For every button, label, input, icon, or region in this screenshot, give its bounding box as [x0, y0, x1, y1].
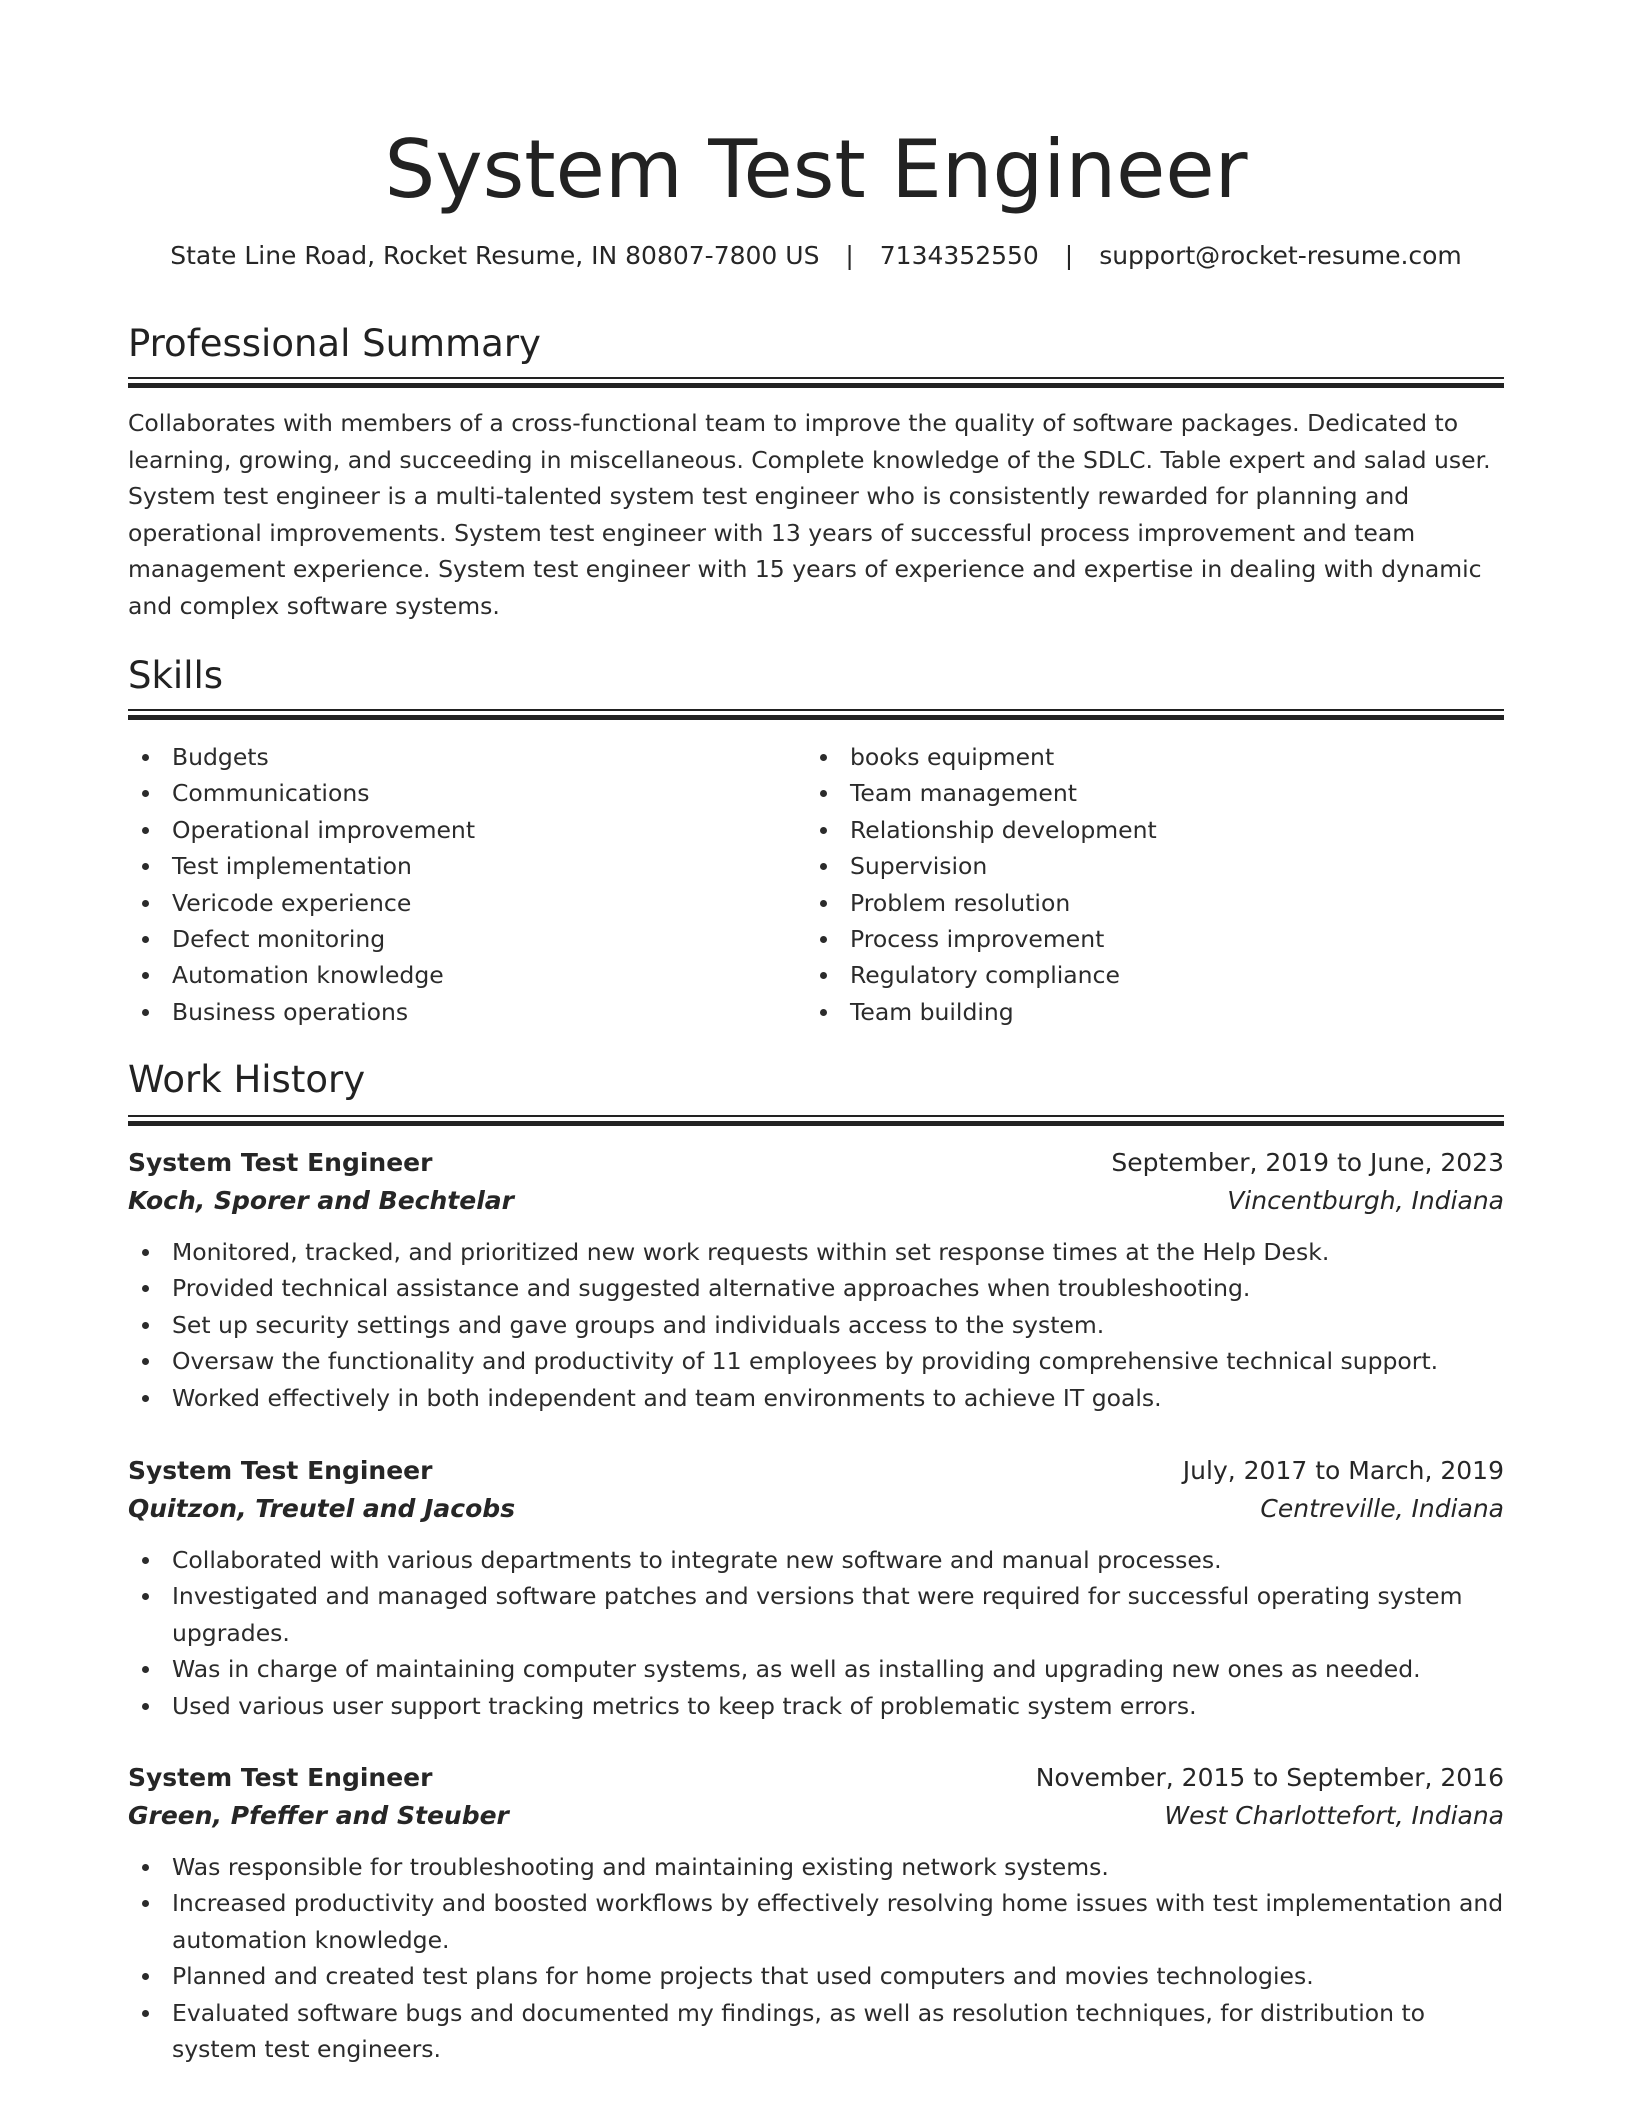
skill-item: Business operations	[128, 994, 808, 1030]
job-entry	[128, 1452, 1504, 1724]
job-title-row	[128, 1759, 1504, 1797]
job-company-row	[128, 1797, 1504, 1835]
job-dates: September, 2019 to June, 2023	[1111, 1148, 1504, 1177]
job-title-row	[128, 1144, 1504, 1182]
job-bullet: Provided technical assistance and suggested alternative approaches when troubleshooting.	[128, 1270, 1504, 1306]
separator: |	[845, 241, 854, 270]
job-bullets	[128, 1234, 1504, 1416]
summary-divider	[128, 377, 1504, 388]
skill-item: Relationship development	[806, 812, 1486, 848]
job-bullets	[128, 1849, 1504, 2067]
skill-item: Communications	[128, 775, 808, 811]
skills-divider	[128, 709, 1504, 720]
job-bullet: Monitored, tracked, and prioritized new work requests within set response times at the Help Desk.	[128, 1234, 1504, 1270]
job-dates: July, 2017 to March, 2019	[1182, 1456, 1504, 1485]
address: State Line Road, Rocket Resume, IN 80807-7800 US	[170, 241, 820, 270]
job-bullet: Evaluated software bugs and documented my findings, as well as resolution techniques, for distribution to system test engineers.	[128, 1995, 1504, 2068]
job-bullet: Set up security settings and gave groups and individuals access to the system.	[128, 1307, 1504, 1343]
job-bullet: Oversaw the functionality and productivity of 11 employees by providing comprehensive technical support.	[128, 1343, 1504, 1379]
work-divider	[128, 1115, 1504, 1126]
job-company-row	[128, 1490, 1504, 1528]
job-bullet: Increased productivity and boosted workflows by effectively resolving home issues with test implementation and automation knowledge.	[128, 1885, 1504, 1958]
work-heading: Work History	[128, 1058, 366, 1101]
job-title: System Test Engineer	[128, 1456, 433, 1485]
job-bullet: Planned and created test plans for home projects that used computers and movies technologies.	[128, 1958, 1504, 1994]
job-bullet: Was responsible for troubleshooting and maintaining existing network systems.	[128, 1849, 1504, 1885]
skill-item: Operational improvement	[128, 812, 808, 848]
resume-name: System Test Engineer	[384, 123, 1248, 216]
skill-item: Process improvement	[806, 921, 1486, 957]
skill-item: Defect monitoring	[128, 921, 808, 957]
summary-text: Collaborates with members of a cross-functional team to improve the quality of software packages. Dedicated to learning, growing, and succeeding in miscellaneous. Complete knowledge of the SDLC. Table expert and salad user. System test engineer is a multi-talented system test engineer who is consistently rewarded for planning and operational improvements. System test engineer with 13 years of successful process improvement and team management experience. System test engineer with 15 years of experience and expertise in dealing with dynamic and complex software systems.	[128, 409, 1491, 620]
skill-item: Vericode experience	[128, 885, 808, 921]
skills-list-left	[128, 739, 808, 1030]
skill-item: Supervision	[806, 848, 1486, 884]
skill-item: Test implementation	[128, 848, 808, 884]
job-bullets	[128, 1542, 1504, 1724]
skill-item: books equipment	[806, 739, 1486, 775]
skill-item: Team management	[806, 775, 1486, 811]
job-bullet: Worked effectively in both independent and team environments to achieve IT goals.	[128, 1380, 1504, 1416]
job-location: Vincentburgh, Indiana	[1227, 1186, 1504, 1215]
job-location: Centreville, Indiana	[1260, 1494, 1504, 1523]
skills-right-column	[806, 739, 1486, 1030]
job-company: Green, Pfeffer and Steuber	[128, 1801, 509, 1830]
skill-item: Automation knowledge	[128, 957, 808, 993]
skills-left-column	[128, 739, 808, 1030]
contact-line	[128, 238, 1504, 274]
job-dates: November, 2015 to September, 2016	[1035, 1763, 1504, 1792]
job-entry	[128, 1759, 1504, 2067]
skill-item: Regulatory compliance	[806, 957, 1486, 993]
phone: 7134352550	[879, 241, 1039, 270]
job-bullet: Was in charge of maintaining computer systems, as well as installing and upgrading new ones as needed.	[128, 1651, 1504, 1687]
job-title: System Test Engineer	[128, 1148, 433, 1177]
separator: |	[1064, 241, 1074, 270]
skill-item: Team building	[806, 994, 1486, 1030]
skills-list-right	[806, 739, 1486, 1030]
summary-heading: Professional Summary	[128, 322, 541, 365]
job-bullet: Used various user support tracking metrics to keep track of problematic system errors.	[128, 1688, 1504, 1724]
job-bullet: Collaborated with various departments to integrate new software and manual processes.	[128, 1542, 1504, 1578]
skills-heading: Skills	[128, 654, 224, 697]
job-bullet: Investigated and managed software patches and versions that were required for successful operating system upgrades.	[128, 1578, 1504, 1651]
email: support@rocket-resume.com	[1099, 241, 1462, 270]
skill-item: Budgets	[128, 739, 808, 775]
skill-item: Problem resolution	[806, 885, 1486, 921]
job-location: West Charlottefort, Indiana	[1164, 1801, 1504, 1830]
job-company-row	[128, 1182, 1504, 1220]
job-entry	[128, 1144, 1504, 1416]
job-company: Koch, Sporer and Bechtelar	[128, 1186, 514, 1215]
job-company: Quitzon, Treutel and Jacobs	[128, 1494, 516, 1523]
job-title: System Test Engineer	[128, 1763, 433, 1792]
job-title-row	[128, 1452, 1504, 1490]
